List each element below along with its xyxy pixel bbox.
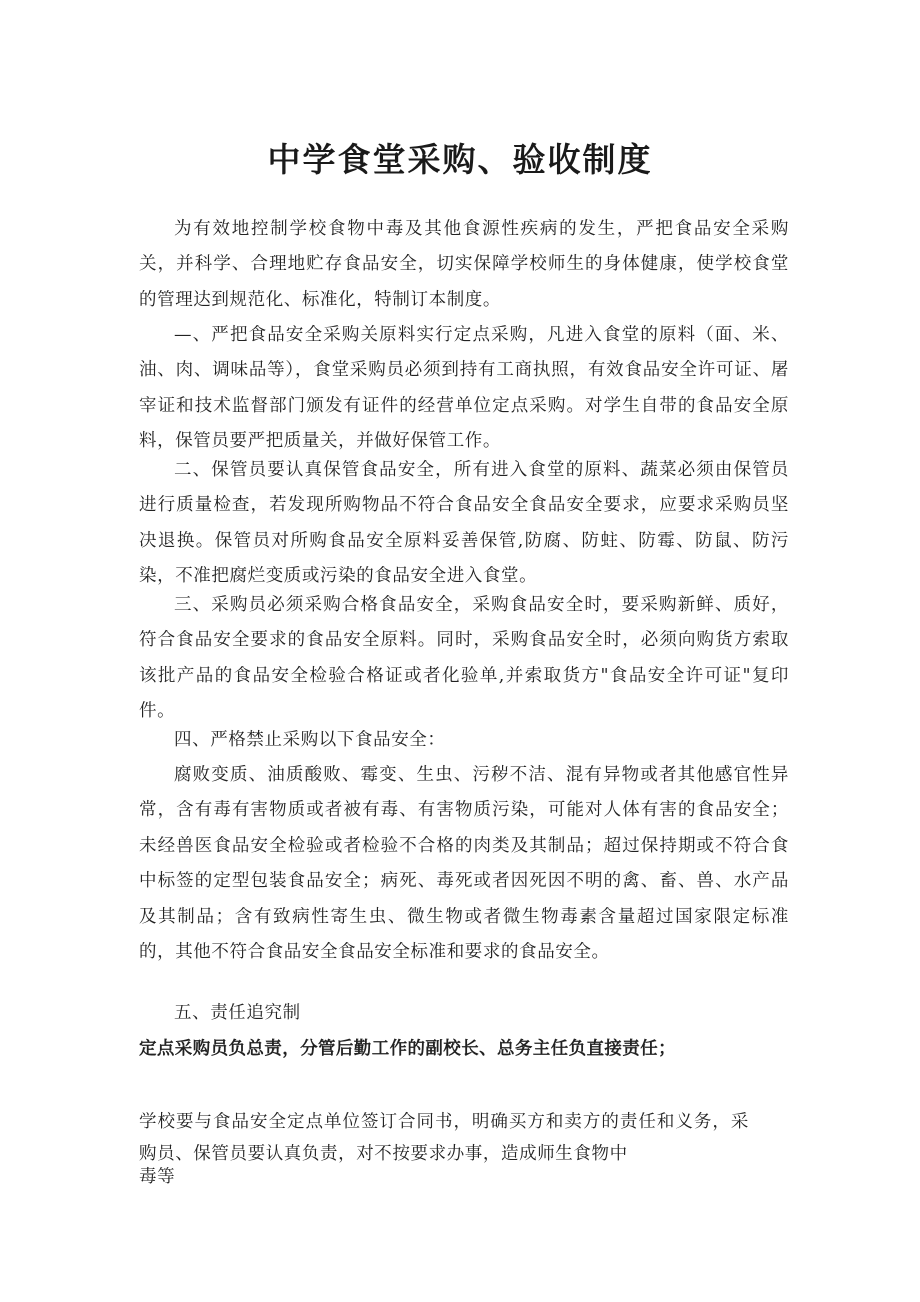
section-1-paragraph: —、严把食品安全采购关原料实行定点采购，凡进入食堂的原料（面、米、油、肉、调味品等），食堂采购员必须到持有工商执照，有效食品安全许可证、屠宰证和技术监督部门颁发有证件的经营单位定点采购。对学生自带的食品安全原料，保管员要严把质量关，并做好保管工作。	[139, 325, 789, 452]
responsibility-paragraph: 定点采购员负总责，分管后勤工作的副校长、总务主任负直接责任；	[139, 1039, 676, 1059]
contract-paragraph: 学校要与食品安全定点单位签订合同书，明确买方和卖方的责任和义务，采购员、保管员要认真负责，对不按要求办事，造成师生食物中	[139, 1112, 749, 1164]
section-5-heading: 五、责任追究制	[174, 1003, 301, 1023]
intro-paragraph: 为有效地控制学校食物中毒及其他食源性疾病的发生，严把食品安全采购关，并科学、合理地贮存食品安全，切实保障学校师生的身体健康，使学校食堂的管理达到规范化、标准化，特制订本制度。	[139, 219, 789, 310]
section-2-paragraph: 二、保管员要认真保管食品安全，所有进入食堂的原料、蔬菜必须由保管员进行质量检查，若发现所购物品不符合食品安全食品安全要求，应要求采购员坚决退换。保管员对所购食品安全原料妥善保管,防腐、防蛀、防霉、防鼠、防污染，不准把腐烂变质或污染的食品安全进入食堂。	[139, 460, 789, 587]
document-title: 中学食堂采购、验收制度	[267, 140, 653, 180]
section-3-paragraph: 三、采购员必须采购合格食品安全，采购食品安全时，要采购新鲜、质好，符合食品安全要求的食品安全原料。同时，采购食品安全时，必须向购货方索取该批产品的食品安全检验合格证或者化验单,并索取货方"食品安全许可证"复印件。	[139, 595, 789, 722]
section-4-heading: 四、严格禁止采购以下食品安全：	[174, 730, 446, 750]
section-4-paragraph: 腐败变质、油质酸败、霉变、生虫、污秽不洁、混有异物或者其他感官性异常，含有毒有害物质或者被有毒、有害物质污染，可能对人体有害的食品安全；未经兽医食品安全检验或者检验不合格的肉类及其制品；超过保持期或不符合食中标签的定型包装食品安全；病死、毒死或者因死因不明的禽、畜、兽、水产品及其制品；含有致病性寄生虫、微生物或者微生物毒素含量超过国家限定标准的，其他不符合食品安全食品安全标准和要求的食品安全。	[139, 765, 789, 963]
trailing-text: 毒等	[139, 1167, 176, 1187]
